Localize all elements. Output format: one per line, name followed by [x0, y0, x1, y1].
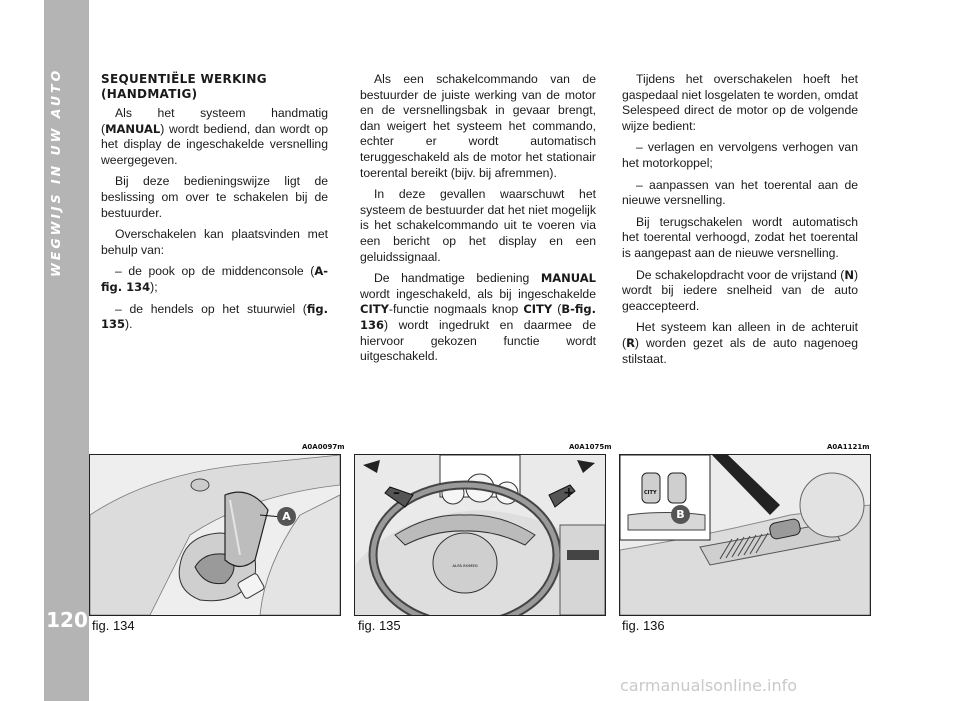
- paragraph: Als een schakelcommando van de bestuurder de juiste werking van de motor en de versnellingsbak in gevaar brengt, dan weigert het systeem het commando, echter er wordt automatisch teruggeschakeld als de motor het stationair toerental bereikt (bijv. bij afremmen).: [360, 72, 596, 180]
- list-item: – de hendels op het stuurwiel (fig. 135).: [101, 301, 328, 332]
- plus-paddle-label: +: [563, 485, 575, 501]
- minus-paddle-label: –: [393, 485, 400, 501]
- keyword-manual: MANUAL: [105, 121, 161, 136]
- paragraph: Overschakelen kan plaatsvinden met behulp van:: [101, 227, 328, 257]
- gear-lever-illustration: [90, 455, 340, 615]
- figure-code: A0A1075m: [569, 443, 612, 451]
- paragraph: Als het systeem handmatig (MANUAL) wordt bediend, dan wordt op het display de ingeschakelde versnelling weergegeven.: [101, 106, 328, 167]
- figure-reference: A-fig. 134: [101, 264, 328, 294]
- heading-line-1: SEQUENTIËLE WERKING: [101, 72, 267, 86]
- paragraph: De schakelopdracht voor de vrijstand (N) wordt bij iedere snelheid van de auto geaccepteerd.: [622, 267, 858, 313]
- figure-caption: fig. 134: [92, 618, 135, 633]
- figure-134-gear-lever: [89, 454, 341, 616]
- paragraph: In deze gevallen waarschuwt het systeem de bestuurder dat het niet mogelijk is het schakelcommando uit te voeren via een bericht op het display en een geluidssignaal.: [360, 187, 596, 264]
- figure-136-city-button: [619, 454, 871, 616]
- figure-caption: fig. 136: [622, 618, 665, 633]
- paragraph: Bij deze bedieningswijze ligt de beslissing om over te schakelen bij de bestuurder.: [101, 174, 328, 220]
- list-item: – aanpassen van het toerental aan de nieuwe versnelling.: [622, 177, 858, 208]
- paragraph: Tijdens het overschakelen hoeft het gaspedaal niet losgelaten te worden, omdat Selespeed direct de motor op de volgende wijze bedient:: [622, 72, 858, 133]
- list-item: – de pook op de middenconsole (A-fig. 134);: [101, 264, 328, 294]
- text-column-1: [101, 72, 328, 339]
- figure-code: A0A0097m: [302, 443, 345, 451]
- paragraph: Bij terugschakelen wordt automatisch het toerental verhoogd, zodat het toerental is aangepast aan de nieuwe versnelling.: [622, 214, 858, 260]
- heading-line-2: (HANDMATIG): [101, 87, 198, 101]
- figure-reference: fig. 135: [101, 301, 328, 332]
- paragraph: Het systeem kan alleen in de achteruit (R) worden gezet als de auto nagenoeg stilstaat.: [622, 320, 858, 366]
- paragraph: De handmatige bediening MANUAL wordt ingeschakeld, als bij ingeschakelde CITY-functie nogmaals knop CITY (B-fig. 136) wordt ingedrukt en daarmee de hiervoor gekozen functie wordt uitgeschakeld.: [360, 271, 596, 364]
- steering-wheel-illustration: [355, 455, 605, 615]
- section-title: WEGWIJS IN UW AUTO: [48, 68, 63, 278]
- figure-reference: B-fig. 136: [360, 302, 596, 332]
- text-column-2: [360, 72, 596, 371]
- list-item: – verlagen en vervolgens verhogen van het motorkoppel;: [622, 140, 858, 170]
- center-console-illustration: [620, 455, 870, 615]
- text-column-3: [622, 72, 858, 373]
- section-heading: [101, 72, 328, 102]
- figure-caption: fig. 135: [358, 618, 401, 633]
- callout-a: A: [277, 507, 296, 526]
- watermark: carmanualsonline.info: [620, 676, 798, 695]
- page-number: 120: [46, 608, 88, 632]
- callout-b: B: [671, 505, 690, 524]
- figure-135-steering-wheel: [354, 454, 606, 616]
- city-button-label: CITY: [644, 490, 657, 496]
- figure-code: A0A1121m: [827, 443, 870, 451]
- horn-pad-logo-text: ALFA ROMEO: [452, 564, 478, 568]
